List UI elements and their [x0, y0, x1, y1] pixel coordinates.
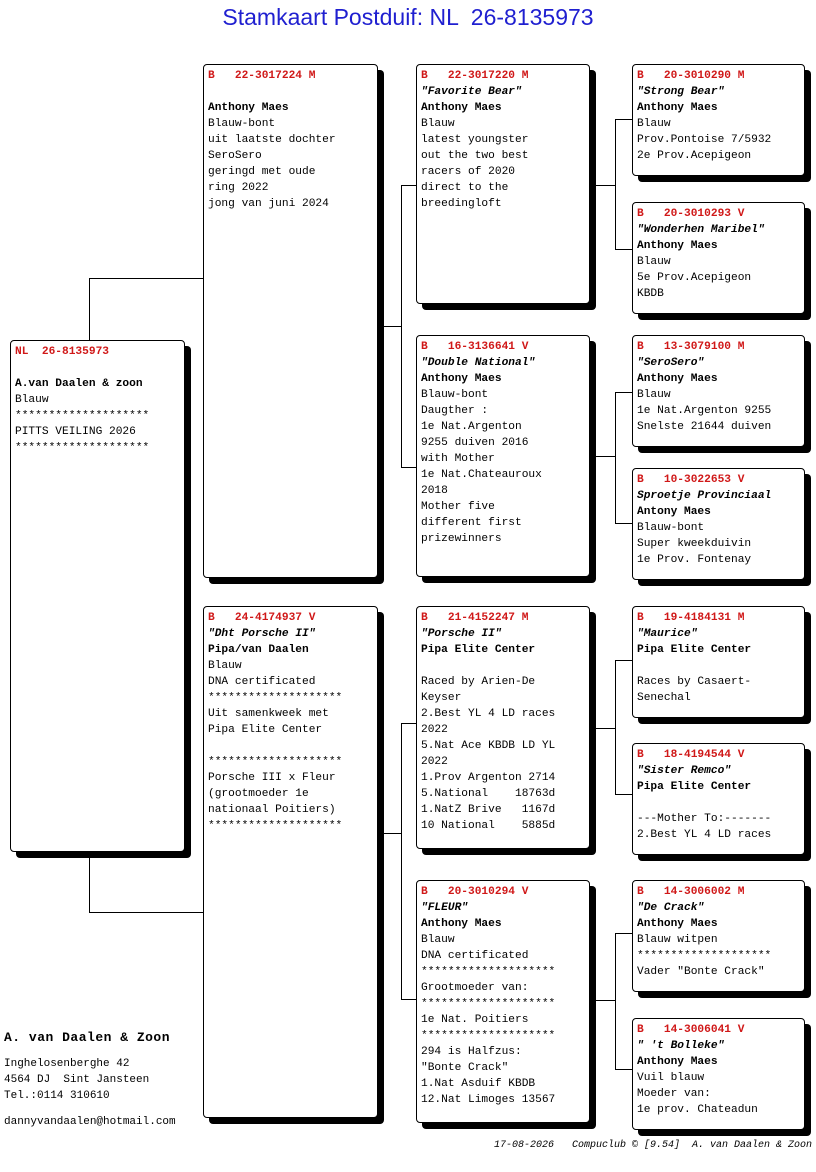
- info-line: ********************: [15, 410, 150, 422]
- info-line: (grootmoeder 1e: [208, 788, 309, 800]
- info-line: 1e prov. Chateadun: [637, 1104, 758, 1116]
- ring-number: B 14-3006002 M: [637, 886, 745, 898]
- info-line: ********************: [421, 998, 556, 1010]
- info-line: different first: [421, 517, 522, 529]
- connector-line: [89, 278, 204, 279]
- info-line: [637, 658, 800, 674]
- ring-number: B 14-3006041 V: [637, 1024, 745, 1036]
- info-line: KBDB: [637, 288, 664, 300]
- info-line: racers of 2020: [421, 166, 515, 178]
- info-line: 1e Nat.Argenton: [421, 421, 522, 433]
- pigeon-name: "SeroSero": [637, 357, 705, 369]
- connector-line: [89, 912, 204, 913]
- breeder-address-line: Inghelosenberghe 42: [4, 1058, 130, 1070]
- info-line: 1.Prov Argenton 2714: [421, 772, 556, 784]
- owner-name: Anthony Maes: [637, 1056, 718, 1068]
- info-line: Blauw: [208, 660, 242, 672]
- owner-name: Anthony Maes: [421, 918, 502, 930]
- info-line: 1e Prov. Fontenay: [637, 554, 752, 566]
- info-line: PITTS VEILING 2026: [15, 426, 136, 438]
- connector-line: [596, 185, 616, 186]
- info-line: Blauw-bont: [637, 522, 705, 534]
- ring-number: B 24-4174937 V: [208, 612, 316, 624]
- owner-name: Anthony Maes: [637, 373, 718, 385]
- connector-line: [615, 119, 633, 120]
- page-title: Stamkaart Postduif: NL 26-8135973: [222, 4, 594, 30]
- pigeon-name: "Dht Porsche II": [208, 628, 316, 640]
- info-line: SeroSero: [208, 150, 262, 162]
- info-line: out the two best: [421, 150, 529, 162]
- info-line: Races by Casaert-: [637, 676, 752, 688]
- info-line: ********************: [208, 820, 343, 832]
- pigeon-name: [15, 360, 180, 376]
- pigeon-name: "Sister Remco": [637, 765, 731, 777]
- connector-line: [401, 723, 402, 1000]
- info-line: 2022: [421, 756, 448, 768]
- pigeon-name: Sproetje Provinciaal: [637, 490, 772, 502]
- owner-name: Pipa Elite Center: [637, 781, 752, 793]
- breeder-address-line: 4564 DJ Sint Jansteen: [4, 1074, 150, 1086]
- info-line: 10 National 5885d: [421, 820, 556, 832]
- pedigree-card-mmf: [632, 880, 805, 992]
- info-line: Keyser: [421, 692, 462, 704]
- info-line: Blauw witpen: [637, 934, 718, 946]
- ring-number: B 13-3079100 M: [637, 341, 745, 353]
- connector-line: [596, 728, 616, 729]
- owner-name: Anthony Maes: [637, 240, 718, 252]
- pedigree-card-mf: [416, 606, 590, 849]
- info-line: Mother five: [421, 501, 495, 513]
- info-line: 5.National 18763d: [421, 788, 556, 800]
- ring-number: B 10-3022653 V: [637, 474, 745, 486]
- pedigree-card-ffm: [632, 202, 805, 314]
- owner-name: Anthony Maes: [637, 918, 718, 930]
- info-line: 9255 duiven 2016: [421, 437, 529, 449]
- info-line: DNA certificated: [208, 676, 316, 688]
- pedigree-card-mm: [416, 880, 590, 1123]
- info-line: Blauw: [421, 934, 455, 946]
- info-line: 2022: [421, 724, 448, 736]
- info-line: Grootmoeder van:: [421, 982, 529, 994]
- info-line: 5.Nat Ace KBDB LD YL: [421, 740, 556, 752]
- info-line: ring 2022: [208, 182, 269, 194]
- connector-line: [401, 723, 417, 724]
- info-line: Snelste 21644 duiven: [637, 421, 772, 433]
- footer-text: 17-08-2026 Compuclub © [9.54] A. van Daalen & Zoon: [493, 1140, 812, 1151]
- pedigree-card-father: [203, 64, 378, 578]
- info-line: 1.Nat Asduif KBDB: [421, 1078, 536, 1090]
- info-line: geringd met oude: [208, 166, 316, 178]
- connector-line: [384, 833, 402, 834]
- info-line: Blauw: [637, 256, 671, 268]
- info-line: "Bonte Crack": [421, 1062, 509, 1074]
- pedigree-card-mmm: [632, 1018, 805, 1130]
- info-line: DNA certificated: [421, 950, 529, 962]
- pigeon-name: "Wonderhen Maribel": [637, 224, 765, 236]
- owner-name: Anthony Maes: [208, 102, 289, 114]
- connector-line: [89, 855, 90, 912]
- info-line: Prov.Pontoise 7/5932: [637, 134, 772, 146]
- pedigree-card-fmm: [632, 468, 805, 580]
- info-line: ---Mother To:-------: [637, 813, 772, 825]
- info-line: ********************: [421, 1030, 556, 1042]
- info-line: [421, 658, 585, 674]
- owner-name: Pipa Elite Center: [421, 644, 536, 656]
- info-line: 294 is Halfzus:: [421, 1046, 522, 1058]
- owner-name: Pipa/van Daalen: [208, 644, 309, 656]
- info-line: 12.Nat Limoges 13567: [421, 1094, 556, 1106]
- info-line: with Mother: [421, 453, 495, 465]
- connector-line: [596, 1000, 616, 1001]
- info-line: Blauw: [637, 389, 671, 401]
- ring-number: B 22-3017220 M: [421, 70, 529, 82]
- info-line: 1e Nat.Chateauroux: [421, 469, 542, 481]
- info-line: Moeder van:: [637, 1088, 711, 1100]
- connector-line: [615, 933, 616, 1070]
- owner-name: Antony Maes: [637, 506, 711, 518]
- ring-number: NL 26-8135973: [15, 346, 109, 358]
- connector-line: [401, 999, 417, 1000]
- info-line: [637, 795, 800, 811]
- pedigree-card-ff: [416, 64, 590, 304]
- pigeon-name: " 't Bolleke": [637, 1040, 725, 1052]
- pedigree-card-mff: [632, 606, 805, 718]
- connector-line: [615, 933, 633, 934]
- pedigree-card-mother: [203, 606, 378, 1118]
- connector-line: [401, 185, 402, 468]
- info-line: prizewinners: [421, 533, 502, 545]
- connector-line: [615, 523, 633, 524]
- pedigree-card-fm: [416, 335, 590, 577]
- info-line: Blauw: [15, 394, 49, 406]
- info-line: latest youngster: [421, 134, 529, 146]
- info-line: Raced by Arien-De: [421, 676, 536, 688]
- info-line: 2.Best YL 4 LD races: [421, 708, 556, 720]
- info-line: Super kweekduivin: [637, 538, 752, 550]
- owner-name: A.van Daalen & zoon: [15, 378, 143, 390]
- connector-line: [615, 119, 616, 250]
- info-line: 1e Nat. Poitiers: [421, 1014, 529, 1026]
- info-line: Blauw: [637, 118, 671, 130]
- info-line: Blauw-bont: [208, 118, 276, 130]
- connector-line: [401, 467, 417, 468]
- pigeon-name: "FLEUR": [421, 902, 468, 914]
- info-line: ********************: [208, 692, 343, 704]
- info-line: Blauw-bont: [421, 389, 489, 401]
- info-line: Daugther :: [421, 405, 489, 417]
- info-line: Uit samenkweek met: [208, 708, 329, 720]
- info-line: Pipa Elite Center: [208, 724, 323, 736]
- info-line: Blauw: [421, 118, 455, 130]
- connector-line: [615, 794, 633, 795]
- info-line: 1.NatZ Brive 1167d: [421, 804, 556, 816]
- pigeon-name: "Maurice": [637, 628, 698, 640]
- owner-name: Anthony Maes: [637, 102, 718, 114]
- pigeon-name: "De Crack": [637, 902, 705, 914]
- info-line: Vuil blauw: [637, 1072, 705, 1084]
- ring-number: B 22-3017224 M: [208, 70, 316, 82]
- ring-number: B 18-4194544 V: [637, 749, 745, 761]
- pigeon-name: "Porsche II": [421, 628, 502, 640]
- info-line: Porsche III x Fleur: [208, 772, 336, 784]
- connector-line: [615, 392, 633, 393]
- info-line: direct to the: [421, 182, 509, 194]
- pigeon-name: "Double National": [421, 357, 536, 369]
- pedigree-card-mfm: [632, 743, 805, 855]
- info-line: 1e Nat.Argenton 9255: [637, 405, 772, 417]
- connector-line: [615, 1069, 633, 1070]
- connector-line: [615, 392, 616, 524]
- connector-line: [615, 249, 633, 250]
- owner-name: Anthony Maes: [421, 102, 502, 114]
- connector-line: [596, 456, 616, 457]
- connector-line: [384, 326, 402, 327]
- pigeon-name: "Strong Bear": [637, 86, 725, 98]
- info-line: 2.Best YL 4 LD races: [637, 829, 772, 841]
- pedigree-card-subject: [10, 340, 185, 852]
- info-line: jong van juni 2024: [208, 198, 329, 210]
- info-line: ********************: [15, 442, 150, 454]
- ring-number: B 16-3136641 V: [421, 341, 529, 353]
- info-line: ********************: [208, 756, 343, 768]
- info-line: ********************: [637, 950, 772, 962]
- ring-number: B 20-3010290 M: [637, 70, 745, 82]
- breeder-name: A. van Daalen & Zoon: [4, 1030, 171, 1045]
- pigeon-name: "Favorite Bear": [421, 86, 522, 98]
- connector-line: [401, 185, 417, 186]
- ring-number: B 21-4152247 M: [421, 612, 529, 624]
- info-line: ********************: [421, 966, 556, 978]
- info-line: Vader "Bonte Crack": [637, 966, 765, 978]
- info-line: nationaal Poitiers): [208, 804, 336, 816]
- ring-number: B 20-3010294 V: [421, 886, 529, 898]
- breeder-info: [4, 1030, 176, 1130]
- connector-line: [615, 660, 616, 795]
- owner-name: Anthony Maes: [421, 373, 502, 385]
- info-line: 5e Prov.Acepigeon: [637, 272, 752, 284]
- ring-number: B 19-4184131 M: [637, 612, 745, 624]
- info-line: breedingloft: [421, 198, 502, 210]
- connector-line: [89, 278, 90, 342]
- connector-line: [615, 660, 633, 661]
- pedigree-card-fff: [632, 64, 805, 176]
- pigeon-name: [208, 84, 373, 100]
- info-line: Senechal: [637, 692, 691, 704]
- ring-number: B 20-3010293 V: [637, 208, 745, 220]
- breeder-email: dannyvandaalen@hotmail.com: [4, 1116, 176, 1128]
- info-line: [208, 738, 373, 754]
- breeder-phone: Tel.:0114 310610: [4, 1090, 110, 1102]
- info-line: 2018: [421, 485, 448, 497]
- owner-name: Pipa Elite Center: [637, 644, 752, 656]
- info-line: uit laatste dochter: [208, 134, 336, 146]
- pedigree-card-fmf: [632, 335, 805, 447]
- info-line: 2e Prov.Acepigeon: [637, 150, 752, 162]
